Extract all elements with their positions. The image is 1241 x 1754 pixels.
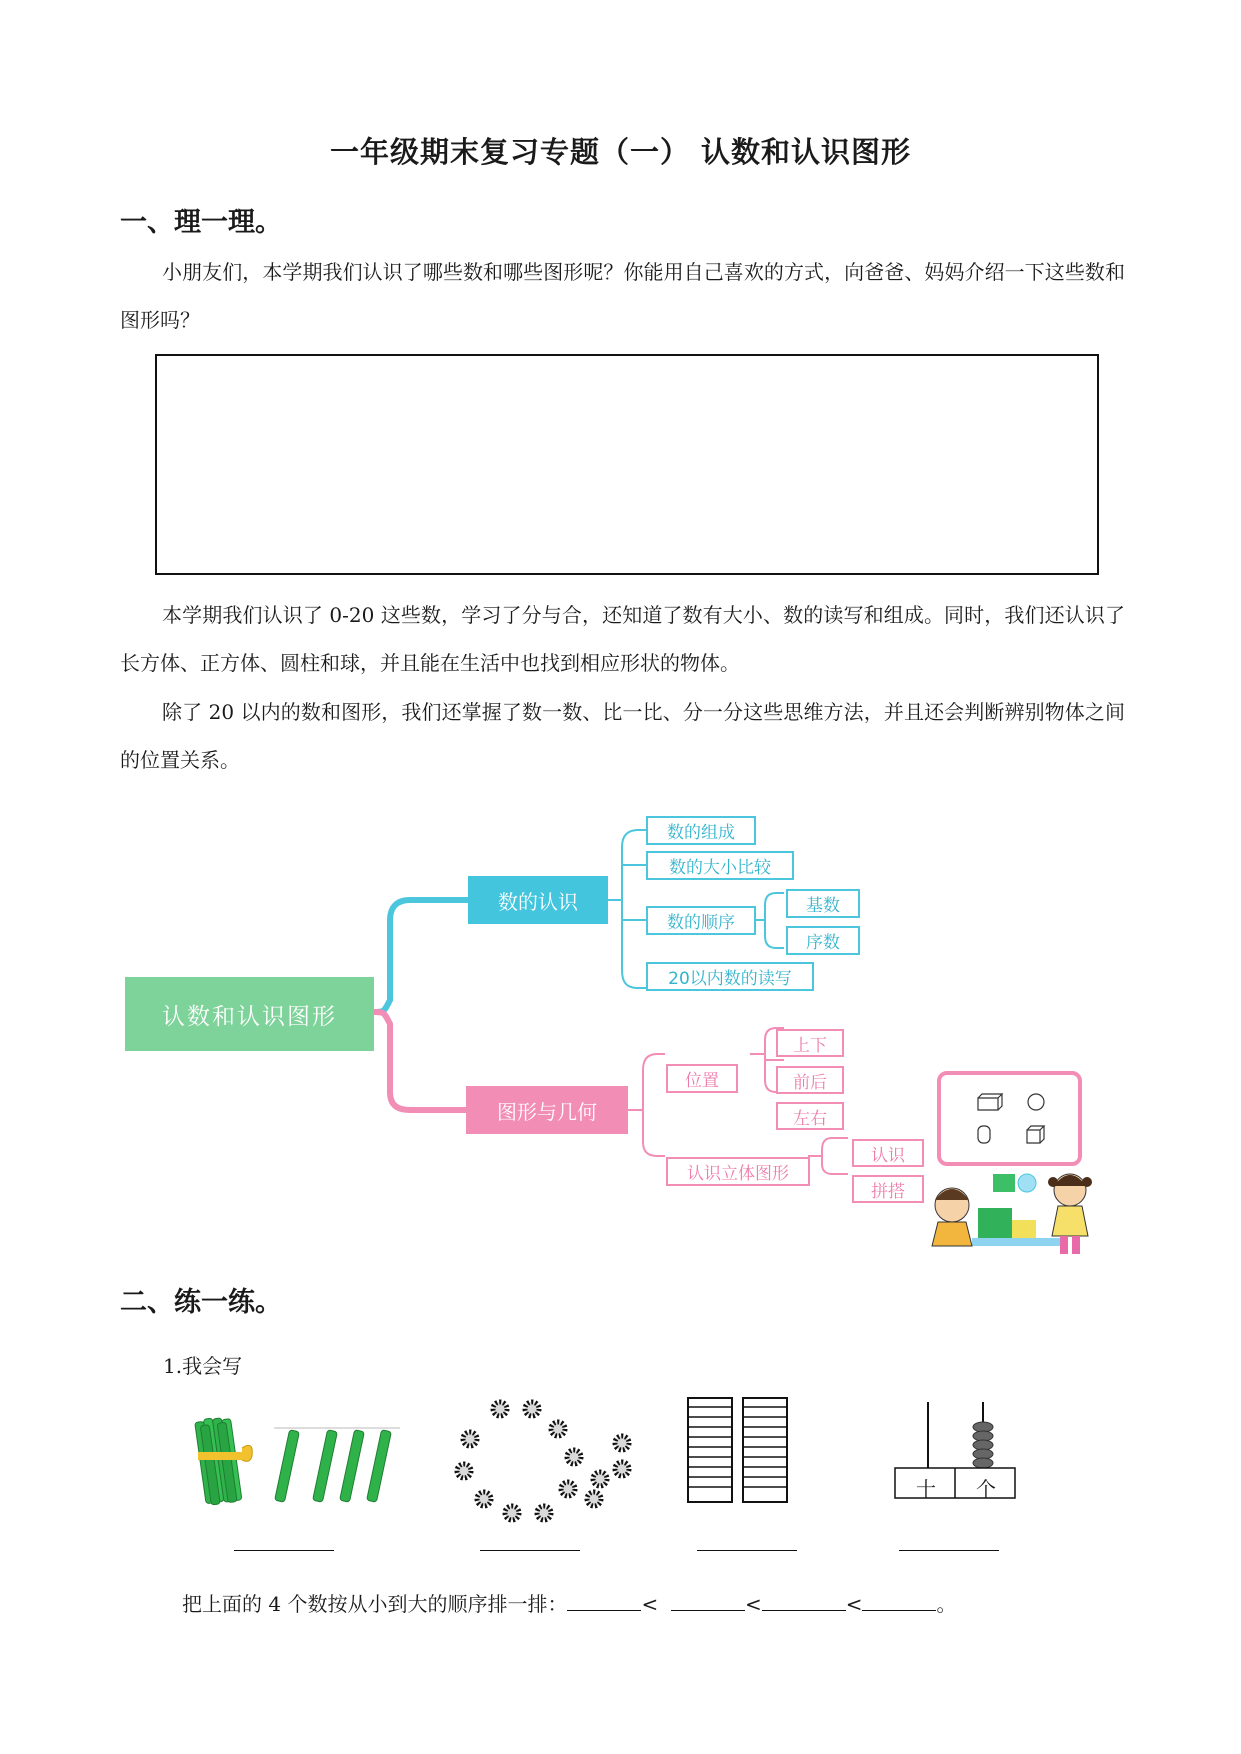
order-question xyxy=(182,1588,956,1617)
leaf-updown: 上下 xyxy=(776,1029,844,1057)
block-base xyxy=(972,1238,1064,1246)
girl-body xyxy=(1052,1206,1088,1236)
order-blank-3[interactable] xyxy=(762,1592,846,1611)
leaf-compare: 数的大小比较 xyxy=(646,851,794,880)
page-title: 一年级期末复习专题（一） 认数和认识图形 xyxy=(329,135,912,169)
mindmap-numbers: 数的认识 xyxy=(468,876,608,924)
answer-blank-1[interactable] xyxy=(234,1550,334,1551)
mindmap-shapes: 图形与几何 xyxy=(466,1086,628,1134)
leaf-order: 数的顺序 xyxy=(646,906,756,935)
order-blank-4[interactable] xyxy=(862,1592,936,1611)
leaf-leftright: 左右 xyxy=(776,1102,844,1130)
leaf-composition: 数的组成 xyxy=(646,816,756,845)
block-yellow xyxy=(1012,1220,1036,1238)
section2-heading: 二、练一练。 xyxy=(120,1287,282,1318)
leaf-solids: 认识立体图形 xyxy=(666,1157,810,1186)
branch-numbers-line xyxy=(374,900,468,1012)
section1-para3: 除了 20 以内的数和图形，我们还掌握了数一数、比一比、分一分这些思维方法，并且还会判断辨别物体之间的位置关系。 xyxy=(120,700,1125,772)
solids-board xyxy=(939,1073,1080,1164)
answer-blank-4[interactable] xyxy=(899,1550,999,1551)
cylinder-icon xyxy=(978,1126,990,1143)
lt-sign-2: < xyxy=(744,1592,762,1616)
answer-blank-3[interactable] xyxy=(697,1550,797,1551)
leaf-build: 拼搭 xyxy=(852,1175,924,1203)
cuboid-icon xyxy=(978,1094,1002,1110)
leaf-ordinal: 序数 xyxy=(786,926,860,955)
question-1-label: 1.我会写 xyxy=(163,1354,243,1378)
section1-intro: 小朋友们，本学期我们认识了哪些数和哪些图形呢？你能用自己喜欢的方式，向爸爸、妈妈介绍一下这些数和图形吗？ xyxy=(120,260,1125,332)
order-prompt: 把上面的 4 个数按从小到大的顺序排一排： xyxy=(182,1592,568,1616)
answer-blank-2[interactable] xyxy=(480,1550,580,1551)
loose-sticks xyxy=(274,1428,400,1502)
dots-picture xyxy=(450,1395,640,1535)
order-blank-1[interactable] xyxy=(567,1592,641,1611)
lt-sign-3: < xyxy=(845,1592,863,1616)
lt-sign-1: < xyxy=(641,1592,659,1616)
sticks-picture xyxy=(190,1408,410,1508)
boy-body xyxy=(932,1222,972,1246)
leaf-frontback: 前后 xyxy=(776,1066,844,1094)
leaf-position: 位置 xyxy=(666,1064,738,1093)
kids-solids-illustration xyxy=(920,1070,1120,1260)
answer-box[interactable] xyxy=(155,354,1099,575)
leaf-readwrite: 20以内数的读写 xyxy=(646,962,814,991)
mindmap-root: 认数和认识图形 xyxy=(125,977,374,1051)
order-end: 。 xyxy=(936,1592,957,1616)
stick-bundle xyxy=(194,1416,252,1506)
section1-heading: 一、理一理。 xyxy=(120,207,282,238)
block-green xyxy=(978,1208,1012,1238)
section1-para2: 本学期我们认识了 0-20 这些数，学习了分与合，还知道了数有大小、数的读写和组成。同时，我们还认识了长方体、正方体、圆柱和球，并且能在生活中也找到相应形状的物体。 xyxy=(120,603,1125,675)
sphere-icon xyxy=(1028,1094,1044,1110)
block-ball xyxy=(1018,1174,1036,1192)
abacus-tens-label: 十 xyxy=(916,1476,936,1501)
order-blank-2[interactable] xyxy=(671,1592,745,1611)
branch-shapes-line xyxy=(374,1012,468,1110)
cards-picture xyxy=(685,1395,805,1507)
block-green-top xyxy=(993,1174,1015,1192)
abacus-ones-label: 个 xyxy=(976,1476,996,1501)
leaf-recognize: 认识 xyxy=(852,1139,924,1167)
leaf-cardinal: 基数 xyxy=(786,889,860,918)
